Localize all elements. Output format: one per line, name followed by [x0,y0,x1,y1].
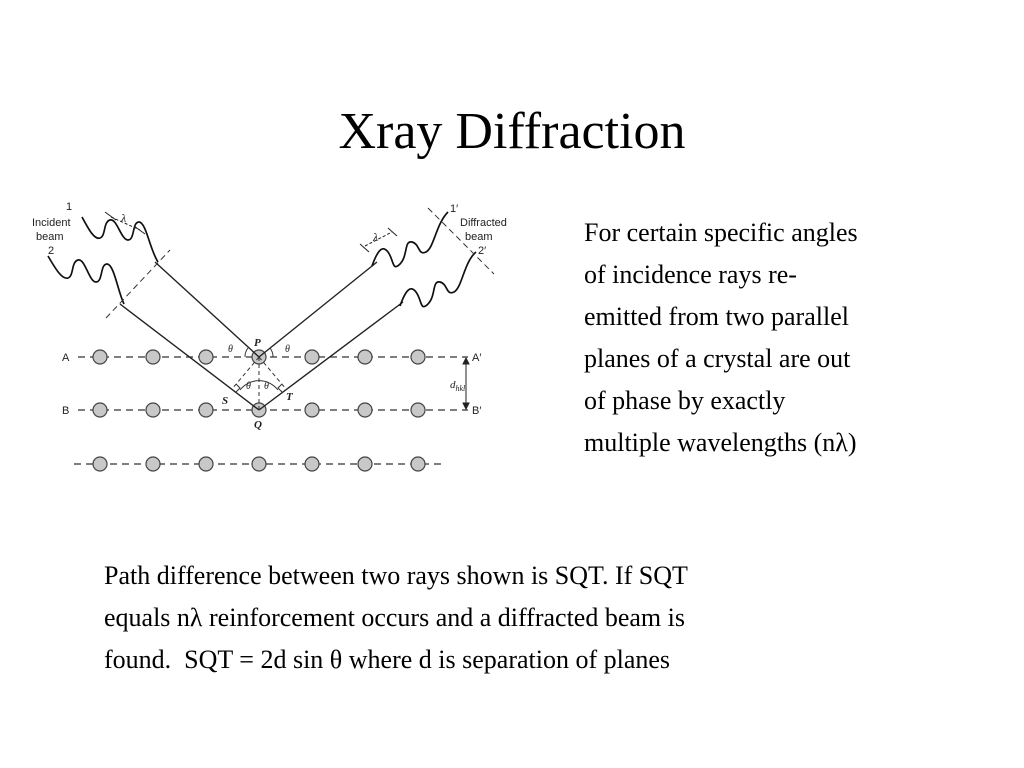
label-diffracted-title-2: beam [465,231,493,243]
atom [411,457,425,471]
angle-arc-left [245,348,248,357]
label-point-s: S [222,395,229,407]
atom [305,403,319,417]
atom [358,350,372,364]
label-theta-1: θ [228,344,233,355]
atom [305,350,319,364]
atom [146,457,160,471]
right-angle-t [278,384,282,392]
label-incident-2: 2 [48,245,55,257]
side-text [584,212,964,464]
label-d: d [450,379,456,391]
atom [358,457,372,471]
atom [199,403,213,417]
perpendiculars [232,357,286,410]
side-text-line: emitted from two parallel [584,302,849,331]
diffracted-wave-1 [372,212,448,267]
side-text-line: multiple wavelengths (nλ) [584,428,857,457]
atom [93,403,107,417]
label-theta-3: θ [246,381,251,392]
atom [93,457,107,471]
lambda-marker-right [360,228,397,252]
label-plane-b-right: B′ [472,405,482,417]
atom [199,350,213,364]
atom [305,457,319,471]
lambda-right-arrow [365,232,392,246]
side-text-line: of phase by exactly [584,386,786,415]
label-lambda-right: λ [373,230,379,244]
side-text-line: of incidence rays re- [584,260,797,289]
angle-arc-right [270,348,273,357]
label-incident-title-2: beam [36,231,64,243]
rays [120,262,403,410]
incident-wave-1 [82,217,158,262]
label-diffracted-2: 2′ [478,245,487,257]
lambda-right-tick [360,244,369,252]
incident-waves [48,217,158,304]
label-incident-title-1: Incident [32,217,71,229]
label-d-subscript: hkl [455,384,466,393]
incident-wavefront [106,250,170,318]
right-angle-s [236,384,240,392]
label-diffracted-1: 1′ [450,203,459,215]
d-spacing-arrowhead-top [463,358,469,364]
atom [146,350,160,364]
label-d-spacing [450,379,466,393]
side-text-line: planes of a crystal are out [584,344,851,373]
diffracted-ray-2 [259,302,403,410]
atom [199,457,213,471]
bottom-text-line: equals nλ reinforcement occurs and a diffracted beam is [104,603,685,632]
label-plane-a-right: A′ [472,352,482,364]
incident-wave-2 [48,256,124,304]
label-point-t: T [286,391,293,403]
bragg-diffraction-diagram [24,196,540,500]
label-theta-4: θ [264,381,269,392]
label-plane-b-left: B [62,405,70,417]
label-theta-2: θ [285,344,290,355]
label-plane-a-left: A [62,352,70,364]
bottom-text-line: found. SQT = 2d sin θ where d is separation of planes [104,645,671,674]
label-incident-1: 1 [66,201,73,213]
label-point-p: P [254,337,261,349]
label-point-q: Q [254,419,262,431]
label-lambda-left: λ [121,211,127,225]
atom [252,457,266,471]
atom [146,403,160,417]
atom [411,350,425,364]
label-diffracted-title-1: Diffracted [460,217,507,229]
atom [411,403,425,417]
bottom-text [104,555,934,681]
lambda-right-tick [388,228,397,236]
bottom-text-line: Path difference between two rays shown is SQT. If SQT [104,561,688,590]
atom [358,403,372,417]
diffracted-wave-2 [400,252,476,307]
atom [93,350,107,364]
lambda-left-tick [105,212,116,220]
diffracted-ray-1 [259,262,377,357]
d-spacing-arrowhead-bottom [463,403,469,409]
slide-title: Xray Diffraction [338,103,686,160]
side-text-line: For certain specific angles [584,218,858,247]
